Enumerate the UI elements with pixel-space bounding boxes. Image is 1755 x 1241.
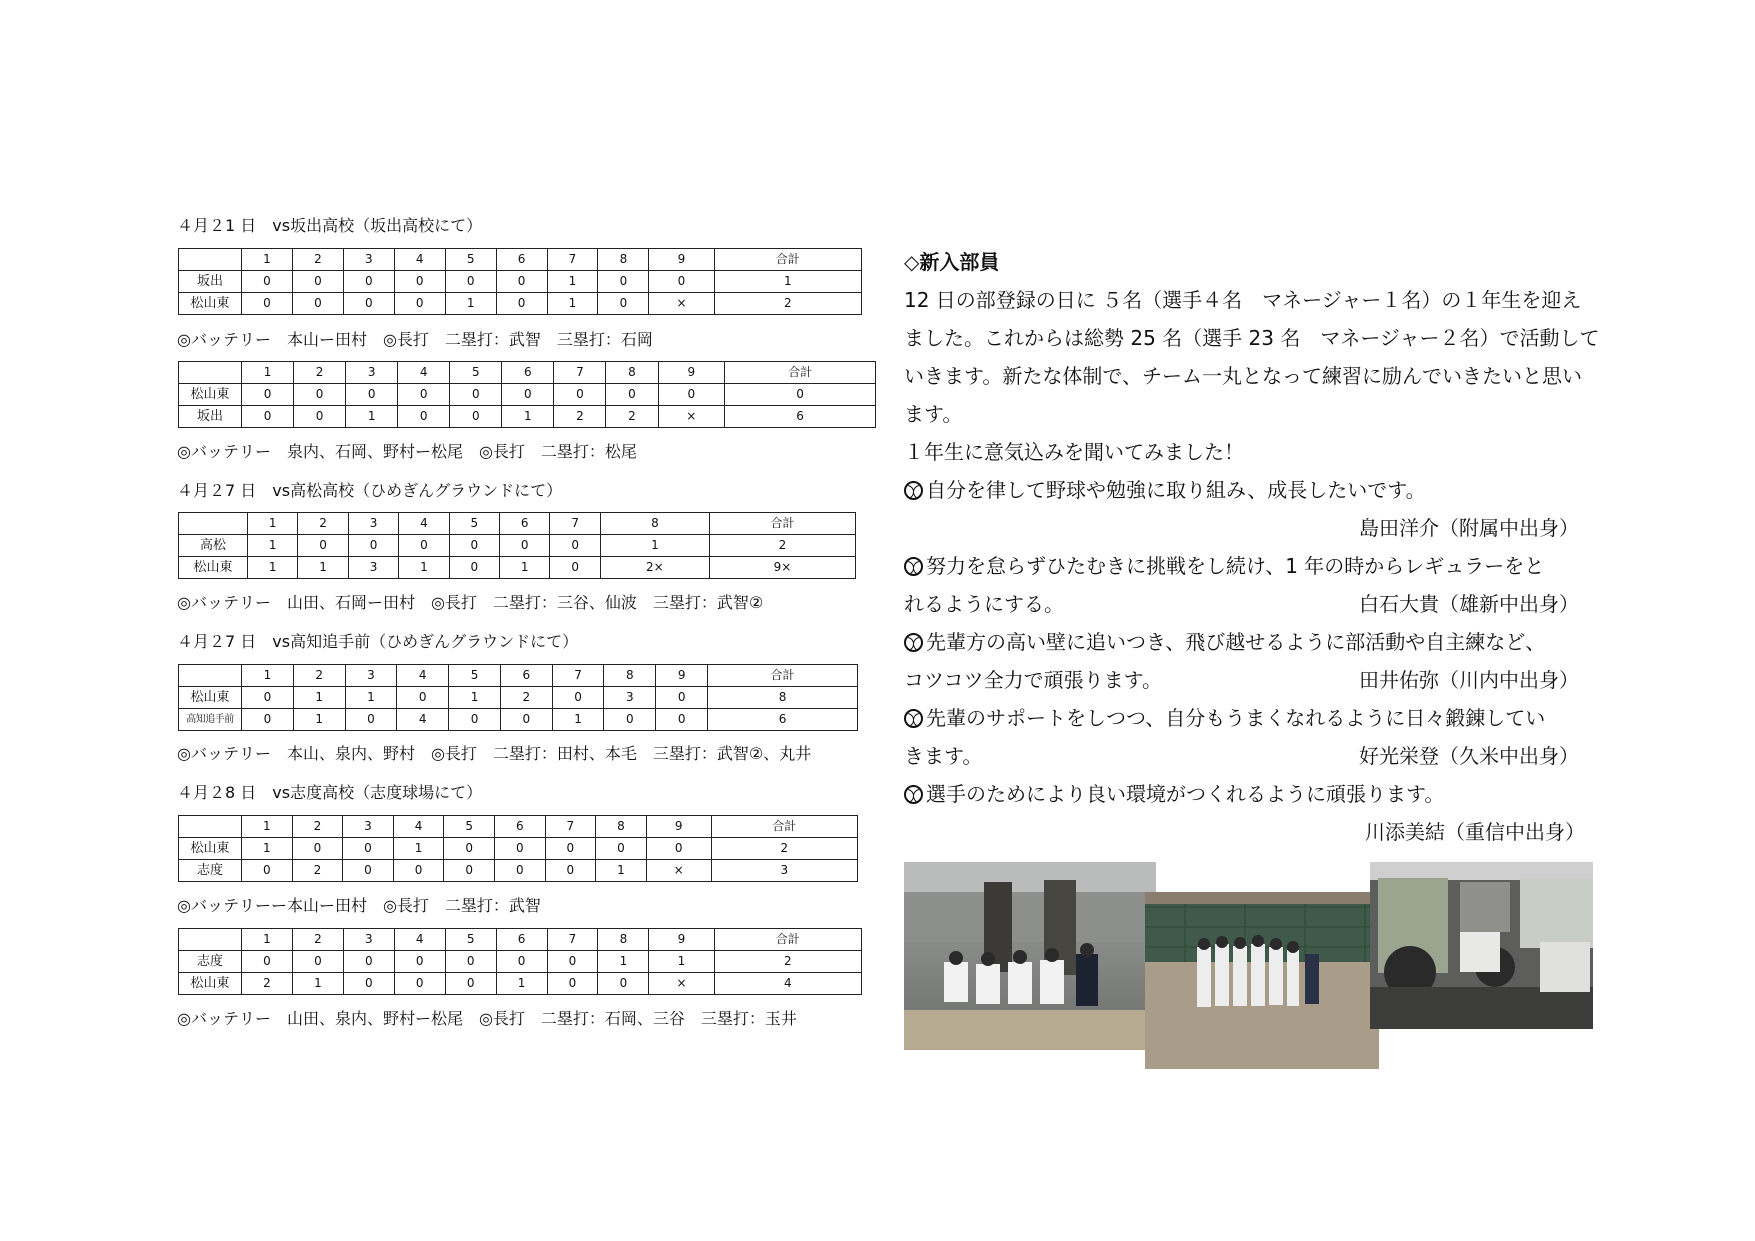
team-photo-ground (1145, 892, 1379, 1069)
inning-header: 4 (399, 513, 449, 535)
total-header: 合計 (711, 816, 857, 838)
score-cell: 0 (494, 860, 545, 882)
score-cell: 4 (397, 709, 449, 731)
score-cell: 0 (554, 384, 606, 406)
score-cell: 2 (554, 406, 606, 428)
score-cell: 0 (348, 535, 398, 557)
score-cell: 0 (292, 951, 343, 973)
score-cell: 3 (604, 687, 656, 709)
score-cell: 1 (293, 709, 345, 731)
score-cell: 0 (394, 271, 445, 293)
score-cell: 0 (500, 535, 550, 557)
score-cell: 0 (450, 406, 502, 428)
score-cell: 0 (496, 271, 547, 293)
total-header: 合計 (714, 929, 861, 951)
inning-header: 6 (500, 513, 550, 535)
intro-line: いきます。新たな体制で、チーム一丸となって練習に励んでいきたいと思い (904, 364, 1582, 388)
score-cell: 0 (345, 709, 397, 731)
battery-text: ◎バッテリー 山田、石岡ー田村 ◎長打 二塁打：三谷、仙波 三塁打：武智② (177, 593, 764, 612)
score-cell: 3 (348, 557, 398, 579)
score-cell (179, 362, 242, 384)
inning-header: 1 (242, 249, 293, 271)
score-cell (179, 665, 242, 687)
total-cell: 6 (708, 709, 858, 731)
score-cell: 0 (343, 973, 394, 995)
inning-header: 6 (502, 362, 554, 384)
inning-header: 9 (649, 929, 714, 951)
battery-text: ◎バッテリー 本山、泉内、野村 ◎長打 二塁打：田村、本毛 三塁打：武智②、丸井 (177, 744, 812, 763)
baseball-icon (904, 481, 923, 500)
score-cell: 0 (398, 384, 450, 406)
comment-line (904, 626, 1545, 655)
section-heading: ◇新入部員 (904, 250, 1000, 274)
scoreboard (178, 664, 858, 731)
total-cell: 9× (709, 557, 855, 579)
team-name: 松山東 (179, 293, 242, 315)
score-cell: 0 (398, 406, 450, 428)
score-cell: 0 (294, 384, 346, 406)
score-cell: 0 (242, 951, 293, 973)
score-cell: 0 (449, 557, 499, 579)
score-cell: 0 (494, 838, 545, 860)
battery-text: ◎バッテリーー本山ー田村 ◎長打 二塁打：武智 (177, 896, 541, 915)
score-cell: 0 (343, 951, 394, 973)
team-name: 高松 (179, 535, 248, 557)
team-name: 志度 (179, 860, 242, 882)
inning-header: 9 (656, 665, 708, 687)
score-cell: 0 (444, 838, 495, 860)
score-cell: 0 (598, 293, 649, 315)
score-cell: 0 (598, 973, 649, 995)
inning-header: 9 (649, 249, 714, 271)
score-cell: × (658, 406, 725, 428)
inning-header: 8 (600, 513, 709, 535)
total-cell: 2 (711, 838, 857, 860)
member-name: 田井佑弥（川内中出身） (1359, 668, 1579, 692)
score-cell: 1 (345, 687, 397, 709)
score-cell: 0 (292, 838, 343, 860)
inning-header: 2 (292, 249, 343, 271)
total-header: 合計 (708, 665, 858, 687)
game-title: ４月２1 日 vs坂出高校（坂出高校にて） (177, 216, 483, 235)
inning-header: 8 (598, 929, 649, 951)
inning-header: 4 (393, 816, 444, 838)
inning-header: 2 (292, 929, 343, 951)
score-cell: 0 (646, 838, 711, 860)
inning-header: 8 (598, 249, 649, 271)
inning-header: 6 (494, 816, 545, 838)
scoreboard (178, 928, 862, 995)
inning-header: 5 (449, 513, 499, 535)
score-cell: 0 (545, 838, 596, 860)
inning-header: 7 (545, 816, 596, 838)
score-cell: 1 (500, 557, 550, 579)
score-cell: 0 (294, 406, 346, 428)
score-cell: 1 (649, 951, 714, 973)
baseball-icon (904, 785, 923, 804)
score-cell: 0 (242, 293, 293, 315)
score-cell: 1 (242, 838, 293, 860)
total-cell: 3 (711, 860, 857, 882)
inning-header: 3 (343, 249, 394, 271)
comment-line (904, 550, 1544, 579)
inning-header: 1 (242, 665, 294, 687)
total-cell: 0 (725, 384, 876, 406)
comment-line (904, 702, 1545, 731)
score-cell: 0 (343, 293, 394, 315)
inning-header: 2 (298, 513, 348, 535)
comment-line: きます。 (904, 744, 983, 768)
total-cell: 6 (725, 406, 876, 428)
score-cell: 1 (292, 973, 343, 995)
total-cell: 2 (714, 951, 861, 973)
score-cell: 0 (346, 384, 398, 406)
team-name: 松山東 (179, 384, 242, 406)
score-cell: 1 (598, 951, 649, 973)
score-cell: 1 (298, 557, 348, 579)
score-cell: 0 (292, 293, 343, 315)
score-cell (179, 513, 248, 535)
score-cell: 1 (248, 557, 298, 579)
baseball-icon (904, 709, 923, 728)
score-cell: 2 (292, 860, 343, 882)
score-cell: 0 (298, 535, 348, 557)
total-cell: 4 (714, 973, 861, 995)
inning-header: 8 (596, 816, 647, 838)
score-cell: 1 (496, 973, 547, 995)
score-cell: 1 (393, 838, 444, 860)
inning-header: 5 (445, 929, 496, 951)
score-cell: × (649, 293, 714, 315)
inning-header: 5 (449, 665, 501, 687)
score-cell: 1 (600, 535, 709, 557)
score-cell: 0 (292, 271, 343, 293)
score-cell: 0 (604, 709, 656, 731)
score-cell: 1 (552, 709, 604, 731)
inning-header: 6 (496, 929, 547, 951)
comment-text: 先輩方の高い壁に追いつき、飛び越せるように部活動や自主練など、 (926, 630, 1546, 654)
score-cell: 0 (496, 951, 547, 973)
total-cell: 2 (709, 535, 855, 557)
score-cell: 0 (394, 973, 445, 995)
score-cell: 0 (242, 687, 294, 709)
comment-line: れるようにする。 (904, 592, 1064, 616)
battery-text: ◎バッテリー 山田、泉内、野村ー松尾 ◎長打 二塁打：石岡、三谷 三塁打：玉井 (177, 1009, 797, 1028)
member-name: 川添美結（重信中出身） (1365, 820, 1585, 844)
inning-header: 2 (294, 362, 346, 384)
total-cell: 8 (708, 687, 858, 709)
inning-header: 3 (343, 929, 394, 951)
total-cell: 2 (714, 293, 861, 315)
inning-header: 3 (345, 665, 397, 687)
score-cell (179, 249, 242, 271)
team-name: 松山東 (179, 557, 248, 579)
score-cell: 0 (242, 406, 294, 428)
score-cell: 0 (450, 384, 502, 406)
baseball-icon (904, 557, 923, 576)
score-cell (179, 816, 242, 838)
team-name: 坂出 (179, 406, 242, 428)
score-cell: 0 (596, 838, 647, 860)
battery-text: ◎バッテリー 泉内、石岡、野村ー松尾 ◎長打 二塁打：松尾 (177, 442, 637, 461)
inning-header: 4 (394, 249, 445, 271)
team-name: 坂出 (179, 271, 242, 293)
member-name: 白石大貴（雄新中出身） (1359, 592, 1579, 616)
inning-header: 8 (604, 665, 656, 687)
inning-header: 3 (346, 362, 398, 384)
score-cell: 1 (248, 535, 298, 557)
score-cell: 0 (343, 838, 394, 860)
scoreboard (178, 361, 876, 428)
score-cell: 0 (449, 535, 499, 557)
total-header: 合計 (725, 362, 876, 384)
score-cell: 1 (547, 271, 598, 293)
team-name: 松山東 (179, 973, 242, 995)
inning-header: 3 (343, 816, 394, 838)
score-cell: 0 (496, 293, 547, 315)
score-cell: 0 (547, 951, 598, 973)
intro-line: １年生に意気込みを聞いてみました！ (904, 440, 1244, 464)
inning-header: 7 (547, 929, 598, 951)
member-name: 島田洋介（附属中出身） (1359, 516, 1579, 540)
inning-header: 1 (242, 816, 293, 838)
score-cell (179, 929, 242, 951)
team-name: 松山東 (179, 687, 242, 709)
inning-header: 3 (348, 513, 398, 535)
team-name: 松山東 (179, 838, 242, 860)
intro-line: ました。これからは総勢 25 名（選手 23 名 マネージャー２名）で活動して (904, 326, 1600, 350)
score-cell: 0 (598, 271, 649, 293)
score-cell: 0 (242, 271, 293, 293)
score-cell: × (649, 973, 714, 995)
score-cell: 2 (242, 973, 293, 995)
comment-text: 選手のためにより良い環境がつくれるように頑張ります。 (926, 782, 1445, 806)
score-cell: 0 (242, 709, 294, 731)
member-name: 好光栄登（久米中出身） (1359, 744, 1579, 768)
score-cell: 0 (649, 271, 714, 293)
score-cell: 2 (500, 687, 552, 709)
score-cell: 0 (547, 973, 598, 995)
score-cell: 0 (394, 293, 445, 315)
score-cell: 1 (547, 293, 598, 315)
inning-header: 1 (242, 929, 293, 951)
score-cell: 0 (445, 271, 496, 293)
score-cell: 0 (545, 860, 596, 882)
score-cell: 0 (500, 709, 552, 731)
score-cell: 0 (242, 384, 294, 406)
team-photo-bus (1370, 862, 1593, 1029)
inning-header: 9 (658, 362, 725, 384)
score-cell: 0 (502, 384, 554, 406)
score-cell: × (646, 860, 711, 882)
score-cell: 0 (449, 709, 501, 731)
battery-text: ◎バッテリー 本山ー田村 ◎長打 二塁打：武智 三塁打：石岡 (177, 330, 653, 349)
comment-text: 努力を怠らずひたむきに挑戦をし続け、1 年の時からレギュラーをと (926, 554, 1545, 578)
scoreboard (178, 248, 862, 315)
inning-header: 7 (554, 362, 606, 384)
inning-header: 4 (394, 929, 445, 951)
score-cell: 0 (445, 973, 496, 995)
scoreboard (178, 815, 858, 882)
comment-text: 自分を律して野球や勉強に取り組み、成長したいです。 (926, 478, 1426, 502)
score-cell: 0 (444, 860, 495, 882)
inning-header: 5 (450, 362, 502, 384)
inning-header: 2 (293, 665, 345, 687)
inning-header: 1 (242, 362, 294, 384)
total-header: 合計 (709, 513, 855, 535)
score-cell: 1 (502, 406, 554, 428)
comment-line: コツコツ全力で頑張ります。 (904, 668, 1162, 692)
score-cell: 0 (552, 687, 604, 709)
team-photo-monument (904, 862, 1156, 1050)
score-cell: 1 (449, 687, 501, 709)
score-cell: 0 (393, 860, 444, 882)
inning-header: 2 (292, 816, 343, 838)
inning-header: 1 (248, 513, 298, 535)
inning-header: 8 (606, 362, 658, 384)
intro-line: 12 日の部登録の日に ５名（選手４名 マネージャー１名）の１年生を迎え (904, 288, 1582, 312)
scoreboard (178, 512, 856, 579)
score-cell: 0 (343, 271, 394, 293)
inning-header: 7 (547, 249, 598, 271)
comment-line (904, 474, 1426, 503)
score-cell: 1 (293, 687, 345, 709)
score-cell: 0 (397, 687, 449, 709)
inning-header: 6 (500, 665, 552, 687)
score-cell: 0 (550, 557, 600, 579)
inning-header: 4 (397, 665, 449, 687)
score-cell: 0 (656, 709, 708, 731)
score-cell: 0 (343, 860, 394, 882)
inning-header: 7 (550, 513, 600, 535)
score-cell: 0 (550, 535, 600, 557)
inning-header: 9 (646, 816, 711, 838)
inning-header: 7 (552, 665, 604, 687)
game-title: ４月２8 日 vs志度高校（志度球場にて） (177, 783, 483, 802)
score-cell: 1 (445, 293, 496, 315)
score-cell: 1 (596, 860, 647, 882)
total-cell: 1 (714, 271, 861, 293)
score-cell: 1 (399, 557, 449, 579)
comment-text: 先輩のサポートをしつつ、自分もうまくなれるように日々鍛錬してい (926, 706, 1546, 730)
score-cell: 2× (600, 557, 709, 579)
score-cell: 0 (399, 535, 449, 557)
score-cell: 0 (658, 384, 725, 406)
score-cell: 1 (346, 406, 398, 428)
score-cell: 0 (394, 951, 445, 973)
score-cell: 0 (656, 687, 708, 709)
total-header: 合計 (714, 249, 861, 271)
score-cell: 2 (606, 406, 658, 428)
inning-header: 6 (496, 249, 547, 271)
baseball-icon (904, 633, 923, 652)
comment-line (904, 778, 1444, 807)
score-cell: 0 (445, 951, 496, 973)
team-name: 志度 (179, 951, 242, 973)
score-cell: 0 (606, 384, 658, 406)
game-title: ４月２7 日 vs高知追手前（ひめぎんグラウンドにて） (177, 632, 579, 651)
game-title: ４月２7 日 vs高松高校（ひめぎんグラウンドにて） (177, 481, 563, 500)
team-name: 高知追手前 (179, 709, 242, 731)
score-cell: 0 (242, 860, 293, 882)
inning-header: 5 (445, 249, 496, 271)
inning-header: 5 (444, 816, 495, 838)
intro-line: ます。 (904, 402, 963, 426)
inning-header: 4 (398, 362, 450, 384)
